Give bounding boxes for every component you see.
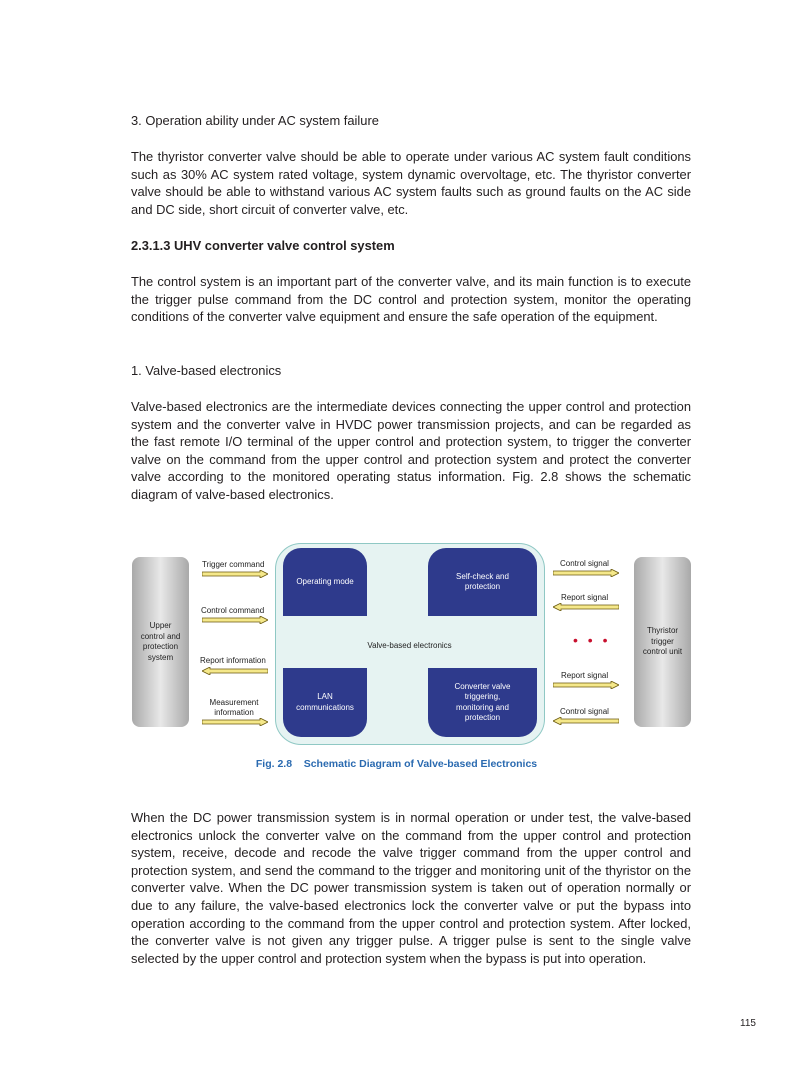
subheading-control-system: 2.3.1.3 UHV converter valve control system (131, 238, 395, 253)
arrow-right-icon (202, 570, 268, 578)
arrow-label: Report information (200, 656, 266, 665)
block-operating-mode: Operating mode (283, 548, 367, 616)
arrow-label: Control signal (560, 707, 609, 716)
arrow-right-icon (553, 681, 619, 689)
arrow-left-icon (553, 603, 619, 611)
arrow-right-icon (553, 569, 619, 577)
paragraph: When the DC power transmission system is in normal operation or under test, the valve-based electronics unlock the converter valve on the command from the upper control and protection system, receive, decode and recode the valve trigger command from the upper control and protection system, and send the command to the trigger and monitoring unit of the thyristor on the converter valve. When the DC power transmission system is taken out of operation normally or due to any failure, the valve-based electronics lock the converter valve or put the bypass into operation according to the command from the upper control and protection system. After locked, the converter valve is not given any trigger pulse. A trigger pulse is sent to the single valve selected by the upper control and protection system when the bypass is put into operation. (131, 810, 691, 966)
arrow-left-icon (202, 667, 268, 675)
arrow-label: Report signal (561, 593, 609, 602)
arrow-right-icon (202, 616, 268, 624)
thyristor-unit-label: Thyristor trigger control unit (642, 626, 683, 657)
valve-based-electronics-box (275, 543, 545, 745)
page-number: 115 (740, 1018, 756, 1029)
arrow-label: Trigger command (202, 560, 265, 569)
center-label: Valve-based electronics (367, 641, 452, 650)
paragraph: Valve-based electronics are the intermediate devices connecting the upper control and protection system and the converter valve in HVDC power transmission projects, and can be regarded as the fast remote I/O terminal of the upper control and protection system, to trigger the converter valve on the command from the upper control and protection system and protect the converter valve according to the monitored operating status information. Fig. 2.8 shows the schematic diagram of valve-based electronics. (131, 399, 691, 502)
upper-control-box (132, 557, 189, 727)
arrow-label: Measurement information (209, 698, 259, 717)
block-converter-triggering (428, 668, 537, 737)
arrow-left-icon (553, 717, 619, 725)
heading-valve-based-electronics: 1. Valve-based electronics (131, 363, 282, 378)
block-self-check-label: Self-check and protection (456, 571, 509, 591)
arrow-label: Control signal (560, 559, 609, 568)
arrow-label: Report signal (561, 671, 609, 680)
block-lan-label: LAN communications (296, 692, 354, 712)
thyristor-unit-box (634, 557, 691, 727)
paragraph: The thyristor converter valve should be able to operate under various AC system fault conditions such as 30% AC system rated voltage, system dynamic overvoltage, etc. The thyristor converter valve should be able to withstand various AC system faults such as ground faults on the AC side and DC side, short circuit of converter valve, etc. (131, 149, 691, 217)
figure-caption: Fig. 2.8 Schematic Diagram of Valve-based Electronics (255, 758, 538, 770)
block-self-check (428, 548, 537, 616)
upper-control-label: Upper control and protection system (140, 621, 181, 662)
arrow-label: Control command (201, 606, 265, 615)
arrow-right-icon (202, 718, 268, 726)
heading-ac-failure: 3. Operation ability under AC system failure (131, 113, 379, 128)
ellipsis: • • • (573, 632, 611, 648)
block-lan (283, 668, 367, 737)
paragraph: The control system is an important part of the converter valve, and its main function is to execute the trigger pulse command from the DC control and protection system, monitor the operating conditions of the converter valve equipment and ensure the safe operation of the equipment. (131, 274, 691, 325)
block-converter-label: Converter valve triggering, monitoring and protection (454, 681, 511, 722)
